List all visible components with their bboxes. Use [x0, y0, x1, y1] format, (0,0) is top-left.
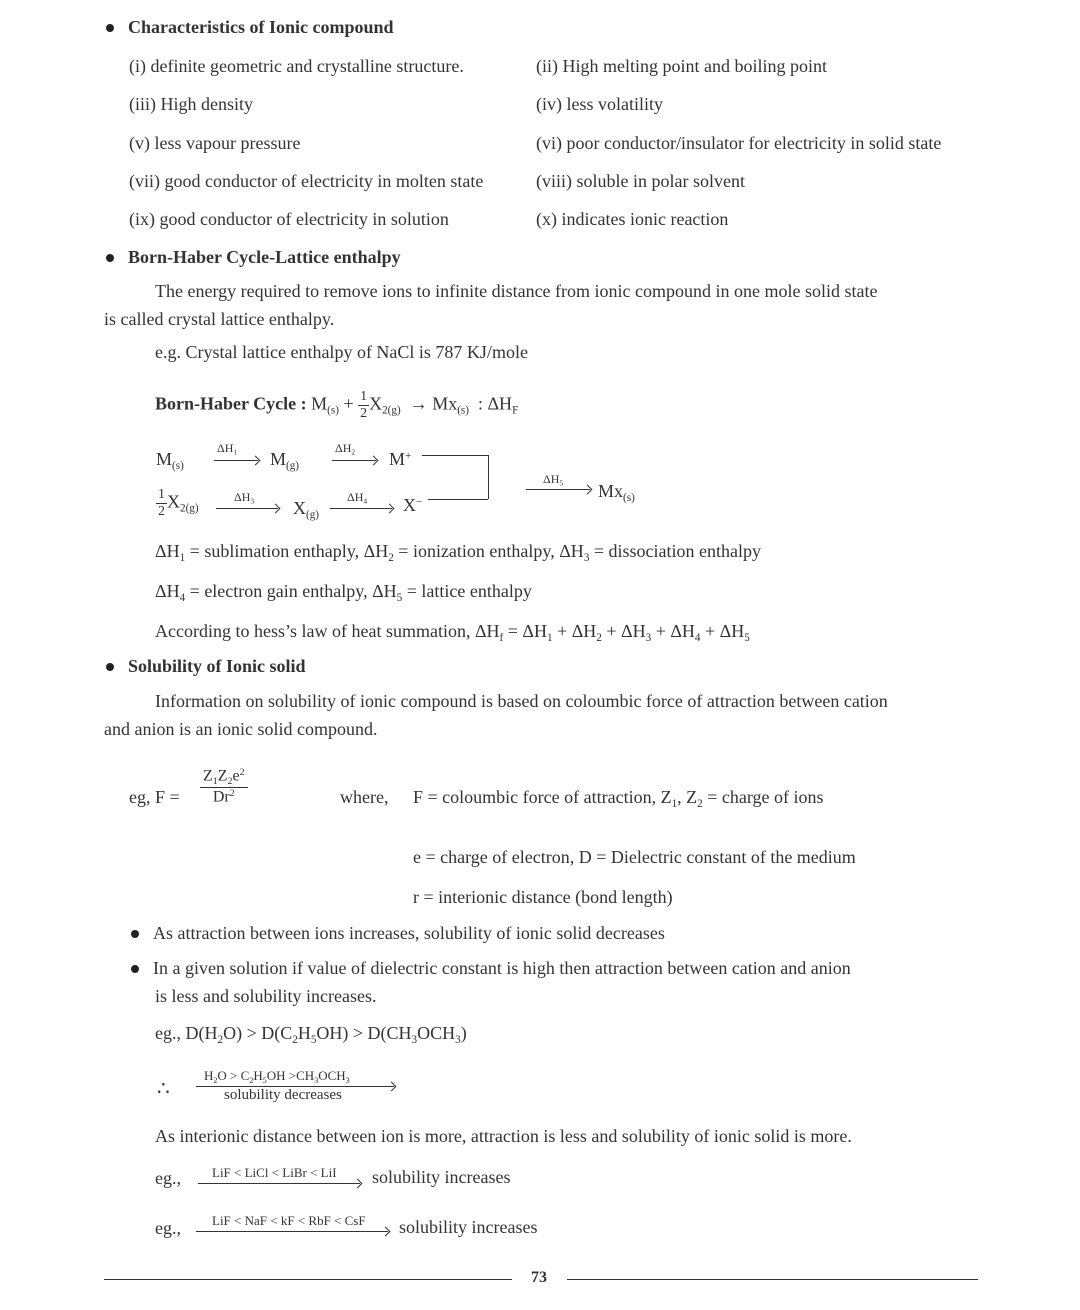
section-heading-characteristics	[106, 17, 393, 38]
arrow-label-dh4: $\Delta H_4$	[347, 490, 368, 506]
bullet-icon	[106, 24, 114, 32]
list-item: (vii) good conductor of electricity in molten state	[129, 171, 484, 191]
list-item: (i) definite geometric and crystalline structure.	[129, 56, 464, 76]
bullet-icon	[106, 663, 114, 671]
bullet-point-2-cont: is less and solubility increases.	[155, 986, 377, 1006]
enthalpy-definitions-line1: $\Delta H_1$ = sublimation enthaply, $\Delta H_2$ = ionization enthalpy, $\Delta H_3$ = dissociation enthalpy	[155, 541, 762, 564]
coulomb-formula: $Z_1Z_2e^2$ Dr$^2$	[200, 767, 248, 806]
list-item: (iii) High density	[129, 94, 253, 114]
bullet-icon	[106, 254, 114, 262]
arrow-label-dh5: $\Delta H_5$	[543, 472, 564, 488]
species-half-X2: $\frac{1}{2}$ $X_{2(g)}$	[158, 487, 199, 519]
species-M-s: $M_{(s)}$	[156, 449, 184, 472]
heading-text: Solubility of Ionic solid	[128, 656, 306, 676]
species-X-g: $X_{(g)}$	[293, 498, 320, 521]
solubility-arrow-3	[196, 1231, 388, 1232]
species-X-minus: X−	[403, 495, 423, 515]
bracket-vertical-line	[488, 455, 489, 499]
bullet-point-1: As attraction between ions increases, solubility of ionic solid decreases	[131, 923, 665, 944]
fluoride-series: LiF < NaF < kF < RbF < CsF	[212, 1213, 366, 1228]
bracket-top-line	[422, 455, 488, 456]
hess-law-line: According to hess’s law of heat summation, $\Delta H_f = \Delta H_1 + \Delta H_2 + \Delta H_3 + \Delta H_4 + \Delta H_5$	[155, 621, 750, 644]
footer-rule-left	[104, 1279, 512, 1280]
page-number: 73	[531, 1269, 547, 1286]
where-label: where,	[340, 787, 389, 807]
bullet-icon	[131, 930, 139, 938]
footer-rule-right	[567, 1279, 978, 1280]
arrow-dh2	[332, 460, 376, 461]
eg-label: eg.,	[155, 1168, 181, 1188]
bullet-point-2: In a given solution if value of dielectric constant is high then attraction between cation and anion	[131, 958, 851, 979]
where-line1: F = coloumbic force of attraction, $Z_1$, $Z_2$ = charge of ions	[413, 787, 824, 810]
solubility-increases-label: solubility increases	[372, 1167, 511, 1187]
list-item: (x) indicates ionic reaction	[536, 209, 729, 229]
dielectric-comparison: eg., $D(H_2O) > D(C_2H_5OH) > D(CH_3OCH_3)$	[155, 1023, 467, 1046]
solubility-increases-label: solubility increases	[399, 1217, 538, 1237]
therefore-symbol: ∴	[157, 1078, 170, 1100]
heading-text: Born-Haber Cycle-Lattice enthalpy	[128, 247, 401, 267]
info-line: and anion is an ionic solid compound.	[104, 719, 378, 739]
halide-series: LiF < LiCl < LiBr < LiI	[212, 1165, 337, 1180]
cycle-label: Born-Haber Cycle :	[155, 393, 307, 414]
enthalpy-definitions-line2: $\Delta H_4$ = electron gain enthalpy, $\Delta H_5$ = lattice enthalpy	[155, 581, 532, 604]
species-Mx-s: $Mx_{(s)}$	[598, 481, 635, 504]
where-line3: r = interionic distance (bond length)	[413, 887, 673, 907]
heading-text: Characteristics of Ionic compound	[128, 17, 394, 37]
arrow-label-dh2: $\Delta H_2$	[335, 441, 356, 457]
solvent-series: $H_2O > C_2H_5OH >CH_3OCH_3$	[204, 1068, 350, 1085]
species-M-plus: M+	[389, 449, 412, 469]
list-item: (viii) soluble in polar solvent	[536, 171, 745, 191]
eg-label: eg.,	[155, 1218, 181, 1238]
definition-line: The energy required to remove ions to infinite distance from ionic compound in one mole solid state	[155, 281, 878, 301]
solubility-decreases-label: solubility decreases	[224, 1087, 342, 1103]
list-item: (vi) poor conductor/insulator for electricity in solid state	[536, 133, 942, 153]
solubility-arrow-2	[198, 1183, 360, 1184]
list-item: (iv) less volatility	[536, 94, 663, 114]
bracket-bottom-line	[428, 499, 488, 500]
list-item: (ix) good conductor of electricity in solution	[129, 209, 449, 229]
interionic-line: As interionic distance between ion is more, attraction is less and solubility of ionic solid is more.	[155, 1126, 852, 1146]
list-item: (ii) High melting point and boiling point	[536, 56, 827, 76]
definition-line: is called crystal lattice enthalpy.	[104, 309, 335, 329]
species-M-g: $M_{(g)}$	[270, 449, 300, 472]
formula-label: eg, F =	[129, 787, 180, 807]
bullet-icon	[131, 965, 139, 973]
where-line2: e = charge of electron, D = Dielectric constant of the medium	[413, 847, 856, 867]
arrow-dh4	[330, 508, 392, 509]
arrow-dh3	[216, 508, 278, 509]
example-text: e.g. Crystal lattice enthalpy of NaCl is 787 KJ/mole	[155, 342, 528, 362]
section-heading-born-haber	[106, 247, 401, 268]
born-haber-equation: Born-Haber Cycle : $M_{(s)}$ + $\frac{1}{2}$ $X_{2(g)} \to Mx_{(s)}$ : $\Delta H_F$	[155, 389, 519, 421]
section-heading-solubility	[106, 656, 306, 677]
arrow-label-dh1: $\Delta H_1$	[217, 441, 238, 457]
arrow-dh5	[526, 489, 590, 490]
arrow-label-dh3: $\Delta H_3$	[234, 490, 255, 506]
info-line: Information on solubility of ionic compound is based on coloumbic force of attraction between cation	[155, 691, 888, 711]
arrow-dh1	[214, 460, 258, 461]
list-item: (v) less vapour pressure	[129, 133, 301, 153]
